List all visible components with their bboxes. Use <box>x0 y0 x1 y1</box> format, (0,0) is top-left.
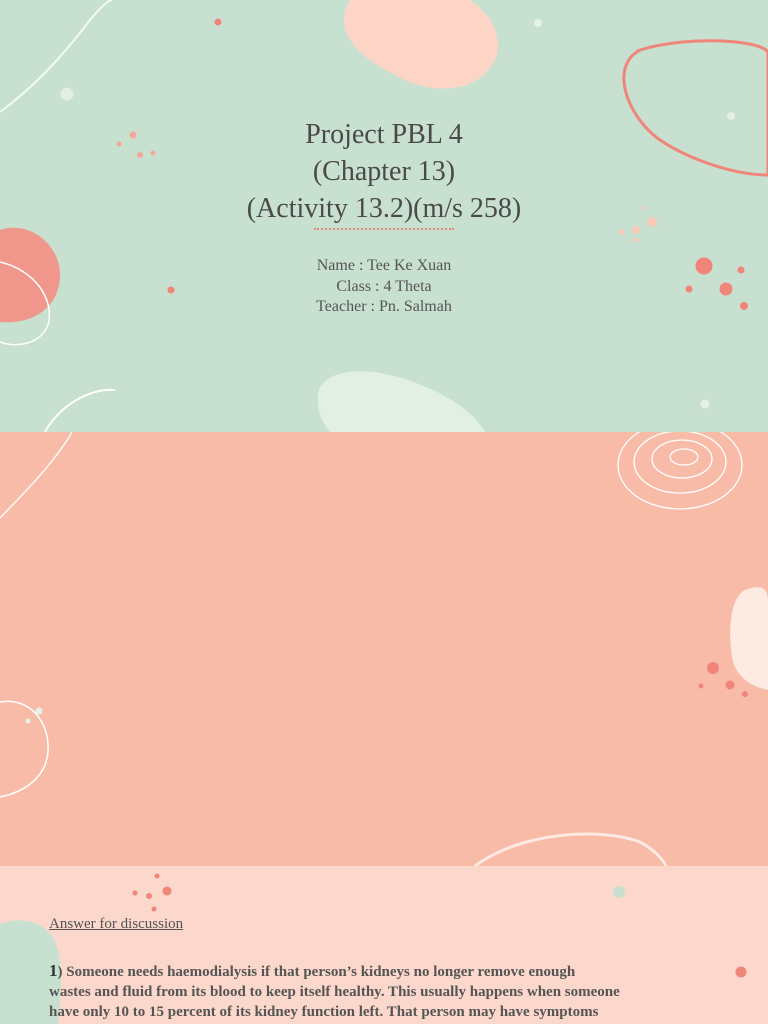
answer-number: 1 <box>49 961 58 980</box>
cover-title <box>0 116 768 227</box>
title-line-1: Project PBL 4 <box>305 119 463 150</box>
dotted-divider <box>314 228 454 230</box>
answer-line-1-text: ) Someone needs haemodialysis if that person’s kidneys no longer remove enough <box>57 964 576 980</box>
answer-line-1 <box>49 961 729 982</box>
student-class: Class : 4 Theta <box>336 277 432 295</box>
title-line-3: (Activity 13.2)(m/s 258) <box>246 193 522 224</box>
cover-slide <box>0 0 768 432</box>
teacher-name: Teacher : Pn. Salmah <box>316 298 452 315</box>
activity-slide <box>0 432 768 866</box>
answer-line-3: have only 10 to 15 percent of its kidney function left. That person may have symptoms <box>49 1004 599 1020</box>
answer-line-2: wastes and fluid from its blood to keep itself healthy. This usually happens when someone <box>49 984 620 1000</box>
answer-text <box>49 961 729 1022</box>
student-name: Name : Tee Ke Xuan <box>316 257 452 274</box>
activity-decorations <box>0 432 768 866</box>
answer-heading: Answer for discussion <box>49 916 184 932</box>
cover-info <box>0 256 768 318</box>
title-line-2: (Chapter 13) <box>312 156 456 187</box>
